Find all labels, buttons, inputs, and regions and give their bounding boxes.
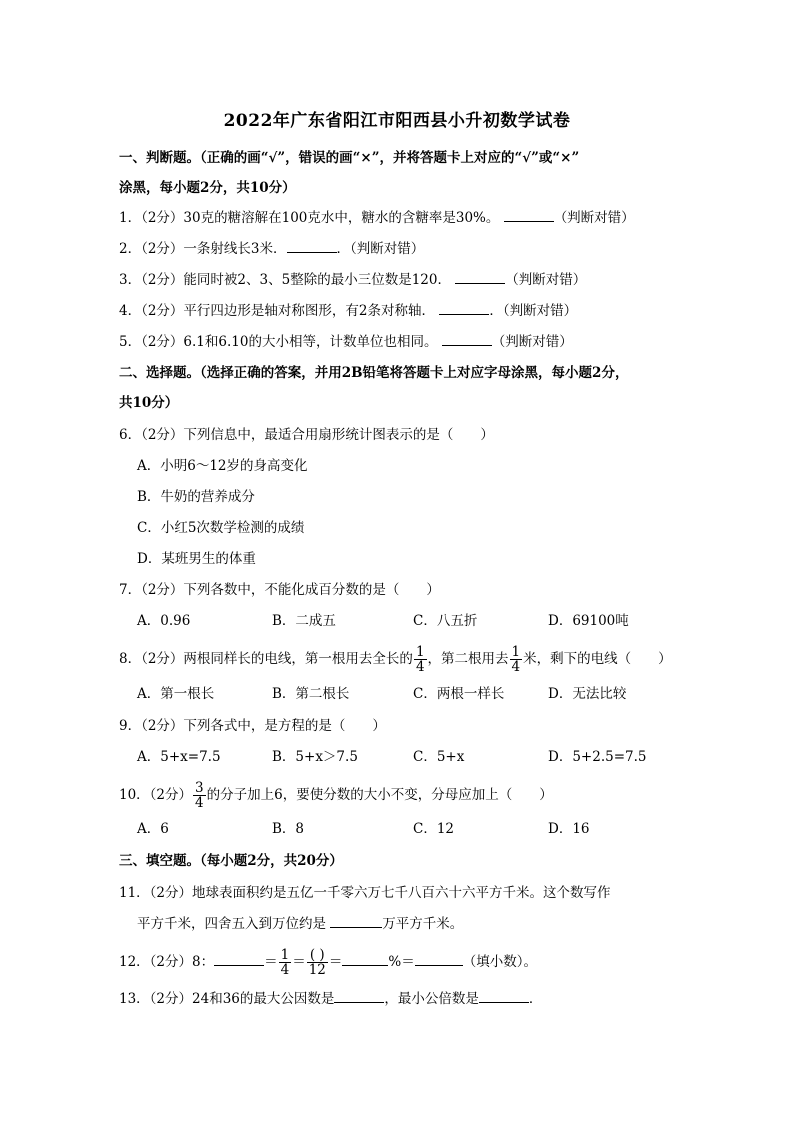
question-3-text: 3．（2分）能同时被2、3、5整除的最小三位数是120． <box>119 272 451 288</box>
question-6-option-b[interactable]: B．牛奶的营养成分 <box>137 489 255 505</box>
question-10-option-a[interactable]: A．6 <box>137 821 169 837</box>
question-13-text-3: ． <box>528 991 543 1007</box>
question-5 <box>119 331 573 352</box>
question-8-text-3: 米，剩下的电线（ ） <box>523 651 672 667</box>
fraction <box>279 948 292 977</box>
question-6-option-c[interactable]: C．小红5次数学检测的成绩 <box>137 520 305 536</box>
question-3-tail: （判断对错） <box>505 272 587 288</box>
question-8-option-c[interactable]: C．两根一样长 <box>413 686 505 702</box>
fraction-denominator: 12 <box>308 962 326 978</box>
question-5-text: 5．（2分）6.1和6.10的大小相等，计数单位也相同。 <box>119 334 438 350</box>
answer-blank[interactable] <box>342 951 388 966</box>
fraction-numerator[interactable]: ( ) <box>307 948 328 963</box>
equals-sign: ＝ <box>292 954 306 970</box>
answer-blank[interactable] <box>455 269 505 284</box>
fraction <box>307 948 328 977</box>
question-9-option-d[interactable]: D．5+2.5=7.5 <box>548 749 647 765</box>
question-10-option-d[interactable]: D．16 <box>548 821 590 837</box>
answer-blank[interactable] <box>439 300 489 315</box>
fraction-numerator: 1 <box>280 947 290 963</box>
question-7: 7．（2分）下列各数中，不能化成百分数的是（ ） <box>119 582 440 598</box>
question-2-tail: ．（判断对错） <box>336 241 425 257</box>
equals-sign: ＝ <box>264 954 278 970</box>
question-1-text: 1．（2分）30克的糖溶解在100克水中，糖水的含糖率是30%。 <box>119 210 500 226</box>
exam-title: 2022年广东省阳江市阳西县小升初数学试卷 <box>223 111 571 131</box>
question-12-tail: （填小数）。 <box>462 954 537 970</box>
question-7-option-a[interactable]: A．0.96 <box>137 613 191 629</box>
fraction-denominator: 4 <box>511 659 521 675</box>
section-3-heading: 三、填空题。（每小题2分，共20分） <box>119 853 343 869</box>
fraction <box>193 781 206 810</box>
question-4-tail: ．（判断对错） <box>489 303 578 319</box>
question-7-option-c[interactable]: C．八五折 <box>413 613 478 629</box>
question-8-text-1: 8．（2分）两根同样长的电线，第一根用去全长的 <box>119 651 413 667</box>
equals-sign: ＝ <box>328 954 343 970</box>
question-6: 6．（2分）下列信息中，最适合用扇形统计图表示的是（ ） <box>119 427 494 443</box>
question-3 <box>119 269 586 290</box>
question-12-text-1: 12．（2分）8： <box>119 954 215 970</box>
question-5-tail: （判断对错） <box>491 334 573 350</box>
answer-blank[interactable] <box>287 238 337 253</box>
question-8-option-a[interactable]: A．第一根长 <box>137 686 215 702</box>
question-2 <box>119 238 424 259</box>
question-13-text-2: ，最小公倍数是 <box>384 991 479 1007</box>
question-9-option-c[interactable]: C．5+x <box>413 749 465 765</box>
question-11-text-2a: 平方千米，四舍五入到万位约是 <box>137 916 326 932</box>
section-2-heading-cont: 共10分） <box>119 395 179 411</box>
question-7-option-b[interactable]: B．二成五 <box>272 613 336 629</box>
question-6-option-a[interactable]: A．小明6～12岁的身高变化 <box>137 458 308 474</box>
answer-blank[interactable] <box>334 988 384 1003</box>
section-1-heading: 一、判断题。（正确的画“√”，错误的画“×”，并将答题卡上对应的“√”或“×” <box>119 150 580 166</box>
fraction-numerator: 3 <box>195 780 204 796</box>
question-2-text: 2．（2分）一条射线长3米． <box>119 241 287 257</box>
question-10-text-2: 的分子加上6，要使分数的大小不变，分母应加上（ ） <box>206 787 553 803</box>
question-1 <box>119 207 635 228</box>
question-9: 9．（2分）下列各式中，是方程的是（ ） <box>119 718 386 734</box>
question-11-text-2b: 万平方千米。 <box>382 916 464 932</box>
answer-blank[interactable] <box>504 207 554 222</box>
question-9-option-b[interactable]: B．5+x＞7.5 <box>272 749 358 765</box>
question-8 <box>119 645 672 674</box>
question-10 <box>119 781 553 810</box>
question-11-line-1: 11．（2分）地球表面积约是五亿一千零六万七千八百六十六平方千米。这个数写作 <box>119 885 611 901</box>
question-10-option-c[interactable]: C．12 <box>413 821 455 837</box>
question-11-line-2 <box>137 913 463 934</box>
question-8-option-b[interactable]: B．第二根长 <box>272 686 350 702</box>
percent-equals: %＝ <box>388 954 415 970</box>
fraction-denominator: 4 <box>280 962 290 978</box>
fraction-numerator: 1 <box>511 644 521 660</box>
question-9-option-a[interactable]: A．5+x=7.5 <box>137 749 221 765</box>
answer-blank[interactable] <box>214 951 264 966</box>
question-8-text-2: ，第二根用去 <box>427 651 509 667</box>
question-4 <box>119 300 577 321</box>
fraction-numerator: 1 <box>415 644 425 660</box>
question-8-option-d[interactable]: D．无法比较 <box>548 686 627 702</box>
fraction <box>510 645 523 674</box>
question-10-text-1: 10．（2分） <box>119 787 193 803</box>
question-1-tail: （判断对错） <box>553 210 635 226</box>
question-7-option-d[interactable]: D．69100吨 <box>548 613 629 629</box>
question-13-text-1: 13．（2分）24和36的最大公因数是 <box>119 991 335 1007</box>
question-12 <box>119 948 537 977</box>
question-13 <box>119 988 542 1009</box>
answer-blank[interactable] <box>330 913 382 928</box>
question-4-text: 4．（2分）平行四边形是轴对称图形，有2条对称轴． <box>119 303 436 319</box>
answer-blank[interactable] <box>415 951 463 966</box>
fraction <box>414 645 427 674</box>
section-1-heading-cont: 涂黑，每小题2分，共10分） <box>119 180 296 196</box>
question-10-option-b[interactable]: B．8 <box>272 821 305 837</box>
answer-blank[interactable] <box>479 988 529 1003</box>
fraction-denominator: 4 <box>415 659 425 675</box>
question-6-option-d[interactable]: D．某班男生的体重 <box>137 551 256 567</box>
answer-blank[interactable] <box>442 331 492 346</box>
section-2-heading: 二、选择题。（选择正确的答案，并用2B铅笔将答题卡上对应字母涂黑，每小题2分， <box>119 365 629 381</box>
fraction-denominator: 4 <box>195 795 204 811</box>
